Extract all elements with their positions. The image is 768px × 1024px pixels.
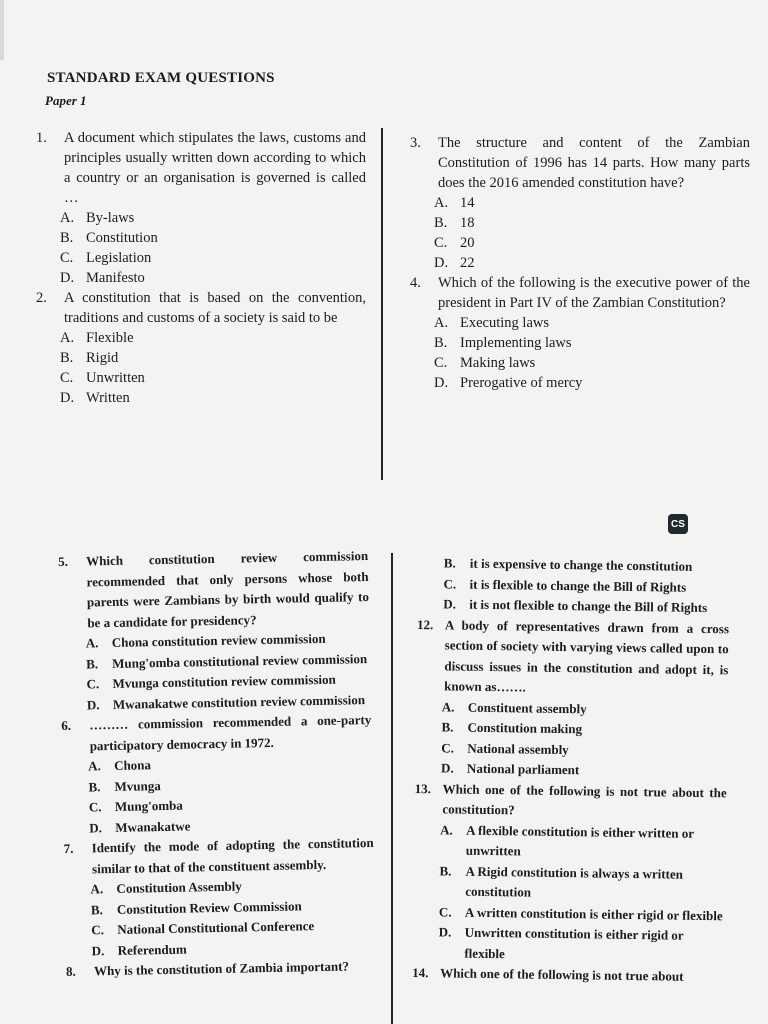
option-text: A Rigid constitution is always a written constitution	[465, 863, 684, 900]
option-text: Mung'omba	[114, 797, 183, 814]
answer-options	[434, 193, 750, 273]
answer-options	[60, 328, 366, 408]
option-text: Implementing laws	[460, 335, 572, 351]
answer-options	[434, 313, 750, 393]
answer-option	[60, 348, 366, 368]
option-text: 20	[460, 235, 475, 251]
option-text: National parliament	[466, 760, 580, 778]
bottom-left-column	[58, 546, 376, 982]
question-number: 2.	[36, 290, 47, 306]
option-letter: B.	[443, 555, 456, 571]
question-text: Which constitution review commission recommended that only persons whose both parents were Zambians by birth would qualify to be a candidate for presidency?	[86, 548, 370, 630]
question-stem	[414, 778, 727, 823]
question-text: A constitution that is based on the convention, traditions and customs of a society is said to be	[64, 290, 366, 326]
option-text: it is expensive to change the constitution	[469, 555, 693, 574]
answer-option	[60, 248, 366, 268]
option-letter: D.	[86, 696, 100, 712]
question-stem	[412, 963, 724, 988]
answer-option	[60, 268, 366, 288]
answer-options	[438, 820, 726, 967]
option-letter: A.	[87, 758, 101, 774]
option-letter: C.	[91, 922, 105, 938]
option-letter: D.	[438, 924, 452, 940]
option-text: Chona constitution review commission	[111, 630, 326, 650]
option-letter: A.	[85, 635, 99, 651]
question-number: 14.	[412, 964, 429, 981]
answer-option	[60, 228, 366, 248]
option-letter: A.	[90, 881, 104, 897]
option-text: National Constitutional Conference	[117, 918, 315, 937]
answer-option	[434, 213, 750, 233]
option-letter: D.	[440, 760, 454, 776]
option-text: 14	[460, 195, 475, 211]
answer-option	[60, 328, 366, 348]
answer-option	[434, 253, 750, 273]
option-letter: C.	[86, 676, 100, 692]
answer-options	[60, 208, 366, 288]
answer-option	[434, 193, 750, 213]
option-letter: B.	[439, 862, 452, 878]
option-letter: B.	[60, 230, 74, 246]
answer-option	[434, 373, 750, 393]
question-stem	[416, 614, 729, 700]
option-text: Rigid	[86, 350, 119, 366]
answer-option	[434, 353, 750, 373]
option-letter: C.	[434, 235, 448, 251]
option-text: Manifesto	[86, 270, 145, 286]
option-text: Executing laws	[460, 315, 549, 331]
option-letter: A.	[60, 330, 75, 346]
option-letter: C.	[443, 575, 457, 592]
option-letter: A.	[440, 821, 453, 838]
question-stem	[36, 288, 366, 328]
option-text: Referendum	[117, 941, 187, 958]
option-text: Constitution making	[467, 719, 583, 737]
answer-option	[434, 233, 750, 253]
answer-option	[60, 368, 366, 388]
question-number: 13.	[414, 780, 432, 796]
option-text: it is not flexible to change the Bill of Rights	[469, 596, 708, 616]
answer-option	[438, 922, 725, 967]
option-letter: D.	[434, 255, 449, 271]
question-text: Identify the mode of adopting the constitution similar to that of the constituent assembly.	[91, 834, 374, 876]
option-text: Flexible	[86, 330, 134, 346]
column-divider-bottom	[391, 553, 393, 1024]
option-text: A written constitution is either rigid or flexible	[464, 904, 723, 923]
option-letter: D.	[434, 375, 449, 391]
option-letter: B.	[60, 350, 74, 366]
question-stem	[410, 273, 750, 313]
answer-options	[441, 697, 728, 783]
question-text: Why is the constitution of Zambia important?	[93, 958, 350, 979]
answer-options	[90, 874, 376, 961]
option-text: Constitution	[86, 230, 158, 246]
option-letter: A.	[441, 698, 455, 715]
answer-option	[434, 313, 750, 333]
option-text: Mwanakatwe	[115, 818, 191, 835]
question-text: The structure and content of the Zambian Constitution of 1996 has 14 parts. How many parts does the 2016 amended constitution have?	[438, 135, 750, 191]
option-letter: D.	[91, 942, 105, 958]
question-stem	[64, 833, 375, 880]
question-number: 8.	[65, 963, 76, 979]
option-text: By-laws	[86, 210, 135, 226]
question-stem	[410, 133, 750, 193]
page-title: STANDARD EXAM QUESTIONS	[47, 70, 275, 86]
top-right-column	[410, 133, 750, 393]
option-letter: A.	[60, 210, 75, 226]
option-text: Constitution Assembly	[116, 878, 242, 896]
option-letter: C.	[441, 739, 455, 756]
question-number: 4.	[410, 275, 421, 291]
option-letter: D.	[60, 270, 75, 286]
option-text: Mwanakatwe constitution review commission	[112, 691, 366, 712]
option-letter: C.	[60, 250, 74, 266]
option-letter: B.	[86, 655, 99, 671]
answer-option	[440, 820, 727, 865]
question-stem	[61, 710, 372, 757]
option-letter: C.	[60, 370, 74, 386]
option-letter: B.	[88, 778, 101, 794]
answer-option	[434, 333, 750, 353]
answer-options	[443, 553, 730, 618]
option-text: it is flexible to change the Bill of Rights	[469, 576, 687, 595]
option-text: National assembly	[467, 740, 569, 757]
option-text: A flexible constitution is either written or unwritten	[465, 822, 694, 859]
option-text: Chona	[113, 757, 152, 773]
question-number: 7.	[63, 840, 74, 856]
bottom-right-column	[412, 553, 730, 988]
question-number: 6.	[61, 717, 72, 733]
question-text: Which of the following is the executive power of the president in Part IV of the Zambian Constitution?	[438, 275, 750, 311]
option-text: Mvunga	[114, 777, 161, 794]
question-text: ……… commission recommended a one-party participatory democracy in 1972.	[89, 712, 372, 753]
question-number: 12.	[416, 616, 434, 632]
page-edge-mark	[0, 0, 4, 60]
paper-label: Paper 1	[45, 93, 87, 108]
answer-option	[60, 208, 366, 228]
option-letter: B.	[434, 335, 448, 351]
option-text: Mung'omba constitutional review commission	[111, 650, 368, 671]
column-divider-top	[381, 128, 383, 480]
option-text: 22	[460, 255, 475, 271]
question-number: 3.	[410, 135, 421, 151]
option-text: Written	[86, 390, 130, 406]
camscanner-logo: CS	[668, 514, 688, 534]
question-text: Which one of the following is not true about	[440, 965, 684, 984]
option-letter: C.	[438, 903, 452, 920]
question-text: A document which stipulates the laws, customs and principles usually written down according to which a country or an organisation is governed is called …	[64, 130, 366, 206]
question-stem	[36, 128, 366, 208]
answer-option	[60, 388, 366, 408]
option-letter: D.	[89, 819, 103, 835]
option-text: 18	[460, 215, 475, 231]
option-text: Mvunga constitution review commission	[112, 671, 336, 691]
option-letter: B.	[434, 215, 448, 231]
answer-options	[88, 751, 374, 838]
answer-options	[86, 628, 372, 715]
option-text: Prerogative of mercy	[460, 375, 583, 391]
question-number: 1.	[36, 130, 47, 146]
option-text: Legislation	[86, 250, 152, 266]
option-text: Constitution Review Commission	[116, 897, 302, 917]
top-left-column	[36, 128, 366, 408]
option-letter: C.	[434, 355, 448, 371]
option-letter: C.	[88, 799, 102, 815]
option-text: Making laws	[460, 355, 536, 371]
option-letter: D.	[443, 596, 457, 612]
answer-option	[439, 861, 726, 906]
question-text: A body of representatives drawn from a cross section of society with varying views called upon to discuss issues in the constitution and adopt it, is known as…….	[444, 616, 730, 695]
question-number: 5.	[58, 553, 69, 569]
option-letter: A.	[434, 195, 449, 211]
option-text: Constituent assembly	[467, 699, 587, 716]
option-text: Unwritten	[86, 370, 145, 386]
question-text: Which one of the following is not true about the constitution?	[442, 780, 727, 818]
option-letter: B.	[90, 901, 103, 917]
option-letter: A.	[434, 315, 449, 331]
option-text: Unwritten constitution is either rigid or flexible	[464, 924, 684, 961]
question-stem	[58, 546, 370, 634]
option-letter: B.	[441, 719, 454, 735]
option-letter: D.	[60, 390, 75, 406]
